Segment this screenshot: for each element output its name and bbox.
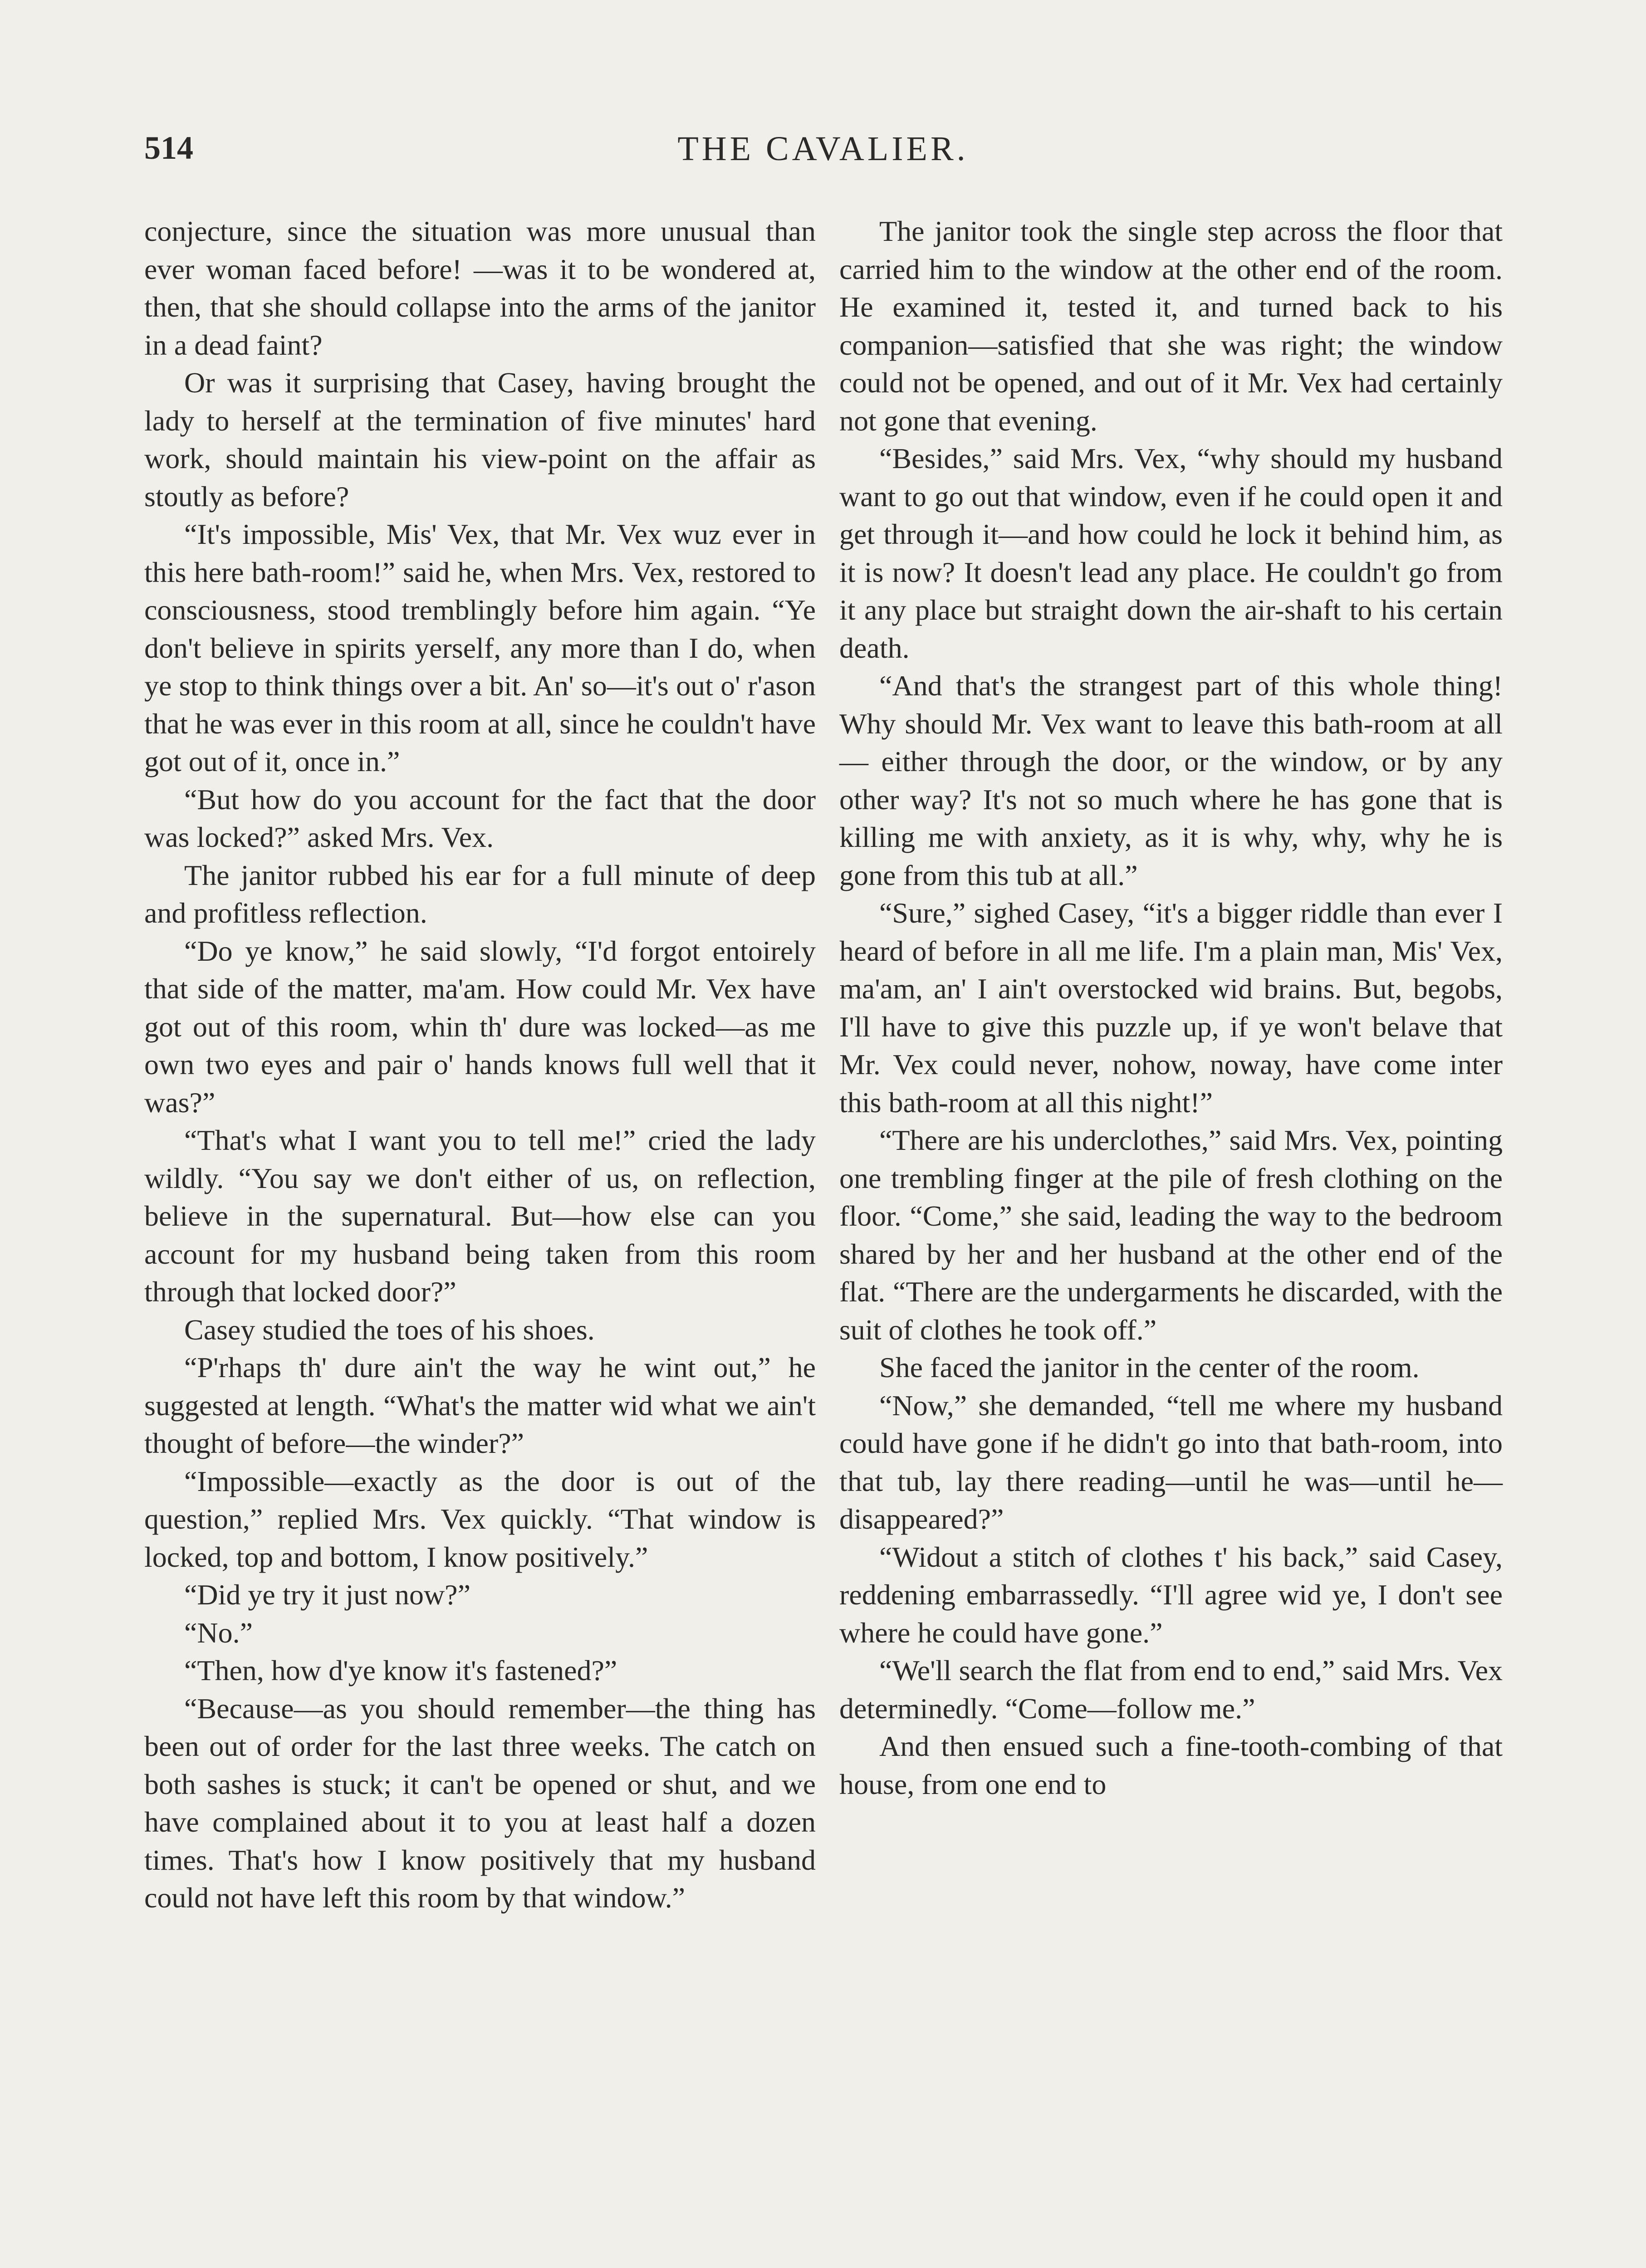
paragraph: “Then, how d'ye know it's fastened?” [184,1654,617,1686]
paragraph: “Widout a stitch of clothes t' his back,” said Casey, reddening embarrassedly. “I'll agree wid ye, I don't see where he could have gone.” [839,1540,1503,1649]
running-title: THE CAVALIER. [677,130,969,168]
paragraph: “We'll search the flat from end to end,” said Mrs. Vex determinedly. “Come—follow me.” [839,1654,1503,1725]
paragraph: “There are his underclothes,” said Mrs. Vex, pointing one trembling finger at the pile of fresh clothing on the floor. “Come,” she said, leading the way to the bedroom shared by her and her husband at the other end of the flat. “There are the undergarments he discarded, with the suit of clothes he took off.” [839,1124,1503,1346]
paragraph: “Did ye try it just now?” [184,1579,470,1611]
paragraph: “Besides,” said Mrs. Vex, “why should my husband want to go out that window, even if he could open it and get through it—and how could he lock it behind him, as it is now? It doesn't lead any place. He couldn't go from it any place but straight down the air-shaft to his certain death. [839,442,1503,664]
paragraph: And then ensued such a fine-tooth-combing of that house, from one end to [839,1730,1503,1800]
paragraph: “Impossible—exactly as the door is out of the question,” replied Mrs. Vex quickly. “That window is locked, top and bottom, I know positively.” [144,1465,816,1573]
paragraph: “Because—as you should remember—the thing has been out of order for the last three weeks. The catch on both sashes is stuck; it can't be opened or shut, and we have complained about it to you at least half a dozen times. That's how I know positively that my husband could not have left this room by that window.” [144,1692,816,1914]
paragraph: “P'rhaps th' dure ain't the way he wint out,” he suggested at length. “What's the matter wid what we ain't thought of before—the winder?” [144,1351,816,1459]
right-column [839,212,1503,1803]
paragraph: She faced the janitor in the center of the room. [879,1351,1420,1383]
paragraph: Or was it surprising that Casey, having brought the lady to herself at the termination of five minutes' hard work, should maintain his view-point on the affair as stoutly as before? [144,367,816,513]
paragraph: “Sure,” sighed Casey, “it's a bigger riddle than ever I heard of before in all me life. I'm a plain man, Mis' Vex, ma'am, an' I ain't overstocked wid brains. But, begobs, I'll have to give this puzzle up, if ye won't belave that Mr. Vex could never, nohow, noway, have come inter this bath-room at all this night!” [839,897,1503,1119]
paragraph: “And that's the strangest part of this whole thing! Why should Mr. Vex want to leave this bath-room at all — either through the door, or the window, or by any other way? It's not so much where he has gone that is killing me with anxiety, as it is why, why, why he is gone from this tub at all.” [839,670,1503,891]
paragraph: The janitor rubbed his ear for a full minute of deep and profitless reflection. [144,859,816,929]
paragraph: “That's what I want you to tell me!” cried the lady wildly. “You say we don't either of us, on reflection, believe in the supernatural. But—how else can you account for my husband being taken from this room through that locked door?” [144,1124,816,1308]
paragraph: “It's impossible, Mis' Vex, that Mr. Vex wuz ever in this here bath-room!” said he, when Mrs. Vex, restored to consciousness, stood tremblingly before him again. “Ye don't believe in spirits yerself, any more than I do, when ye stop to think things over a bit. An' so—it's out o' r'ason that he was ever in this room at all, since he couldn't have got out of it, once in.” [144,518,816,777]
page-header [144,129,1502,184]
paragraph: conjecture, since the situation was more unusual than ever woman faced before! —was it to be wondered at, then, that she should collapse into the arms of the janitor in a dead faint? [144,215,816,361]
paragraph: “Do ye know,” he said slowly, “I'd forgot entoirely that side of the matter, ma'am. How could Mr. Vex have got out of this room, whin th' dure was locked—as me own two eyes and pair o' hands knows full well that it was?” [144,934,816,1119]
paragraph: The janitor took the single step across the floor that carried him to the window at the other end of the room. He examined it, tested it, and turned back to his companion—satisfied that she was right; the window could not be opened, and out of it Mr. Vex had certainly not gone that evening. [839,215,1503,437]
paragraph: Casey studied the toes of his shoes. [184,1313,595,1346]
page-number: 514 [144,130,193,166]
left-column [144,212,816,1917]
paragraph: “But how do you account for the fact that the door was locked?” asked Mrs. Vex. [144,783,816,853]
paragraph: “Now,” she demanded, “tell me where my husband could have gone if he didn't go into that bath-room, into that tub, lay there reading—until he was—until he—disappeared?” [839,1389,1503,1535]
paragraph: “No.” [184,1616,253,1649]
